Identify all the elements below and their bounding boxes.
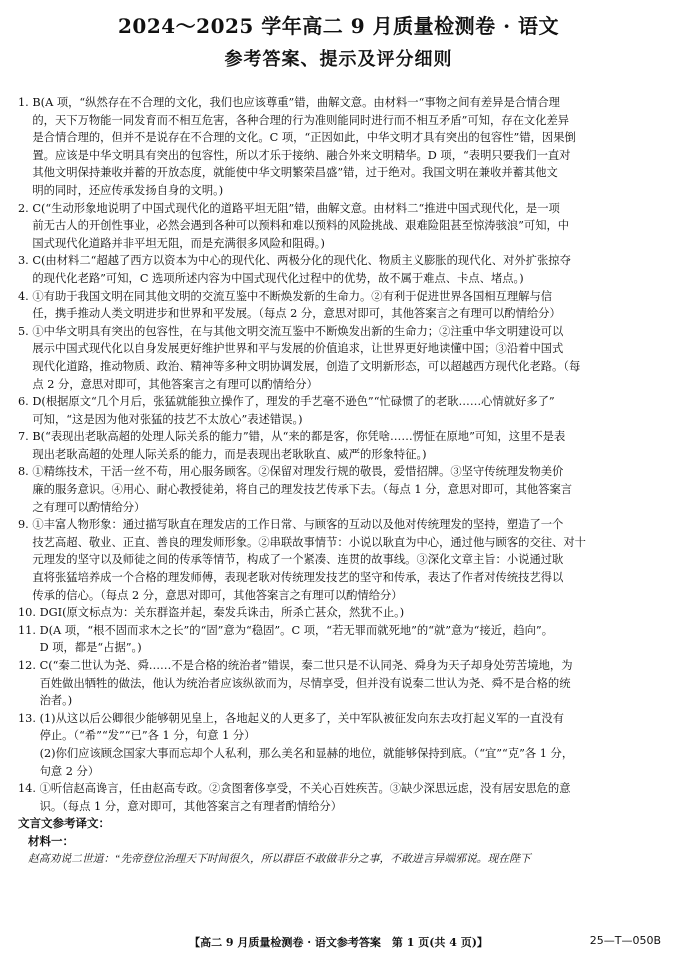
answer-line: 百姓做出牺牲的做法，他认为统治者应该纵欲而为，尽情享受，但并没有说秦二世认为尧、舜不是合格的统 bbox=[39, 676, 571, 690]
answer-text bbox=[40, 780, 661, 815]
answer-line: ①中华文明具有突出的包容性，在与其他文明交流互鉴中不断焕发出新的生命力；②注重中华文明建设可以 bbox=[32, 324, 564, 338]
answer-line: (1)从这以后公卿很少能够朝见皇上，各地起义的人更多了，关中军队被征发向东去攻打起义军的一直没有 bbox=[39, 711, 564, 725]
answer-line: ①有助于我国文明在同其他文明的交流互鉴中不断焕发新的生命力。②有利于促进世界各国相互理解与信 bbox=[32, 289, 553, 303]
answer-line: ①丰富人物形象：通过描写耿直在理发店的工作日常、与顾客的互动以及他对传统理发的坚持，塑造了一个 bbox=[32, 518, 564, 532]
answer-item bbox=[18, 657, 661, 710]
answer-text bbox=[32, 463, 661, 516]
answer-line: ①精练技术，干活一丝不苟，用心服务顾客。②保留对理发行规的敬畏，爱惜招牌。③坚守传统理发物美价 bbox=[32, 465, 564, 479]
answer-line: 其他文明保持兼收并蓄的开放态度，就能使中华文明繁荣昌盛”错，过于绝对。我国文明在兼收并蓄其他文 bbox=[32, 166, 558, 180]
answer-line: 置。应该是中华文明具有突出的包容性，所以才乐于接纳、融合外来文明精华。D 项，“表明只要我们一直对 bbox=[32, 148, 571, 162]
answer-text bbox=[32, 428, 661, 463]
answer-line: 现代化道路，推动物质、政治、精神等多种文明协调发展，创造了文明新形态，可以超越西方现代化老路。（每 bbox=[32, 359, 581, 373]
answer-line: 的现代化老路”可知，C 选项所述内容为中国式现代化过程中的优势，故不属于难点、卡点、堵点。) bbox=[32, 271, 524, 285]
answer-number: 14. bbox=[18, 782, 40, 796]
answer-item bbox=[18, 516, 661, 604]
answer-line: D(A 项，“根不固而求木之长”的“固”意为“稳固”。C 项，“若无罪而就死地”的“就”意为“接近，趋向”。 bbox=[39, 623, 554, 637]
answer-line: 点 2 分，意思对即可，其他答案言之有理可以酌情给分） bbox=[32, 377, 318, 391]
answer-line: 任，携手推动人类文明进步和世界和平发展。（每点 2 分，意思对即可，其他答案言之有理可以酌情给分） bbox=[32, 307, 561, 321]
answer-item bbox=[18, 463, 661, 516]
answer-line: D(根据原文“几个月后，张猛就能独立操作了，理发的手艺毫不逊色”“忙碌惯了的老耿……心情就好多了” bbox=[32, 395, 555, 409]
answer-text bbox=[32, 323, 661, 393]
answer-line: 停止。（“希”“发”“已”各 1 分，句意 1 分） bbox=[39, 729, 256, 743]
answer-line: 技艺高超、敬业、正直、善良的理发师形象。②串联故事情节：小说以耿直为中心，通过他与顾客的交往、对十 bbox=[32, 535, 586, 549]
answer-line: 识。（每点 1 分，意对即可，其他答案言之有理者酌情给分） bbox=[39, 799, 343, 813]
answer-text bbox=[32, 252, 661, 287]
answer-line: 的，天下万物能一同发育而不相互危害，各种合理的行为准则能同时进行而不相互矛盾”可知，存在文化差异 bbox=[32, 113, 570, 127]
footer-page-info: 【高二 9 月质量检测卷 · 语文参考答案 第 1 页(共 4 页)】 bbox=[189, 936, 488, 949]
answer-item bbox=[18, 604, 661, 622]
answer-item bbox=[18, 622, 661, 657]
answer-number: 13. bbox=[18, 711, 40, 725]
answer-number: 11. bbox=[18, 623, 40, 637]
answer-line: D 项，都是“占据”。) bbox=[39, 641, 142, 655]
answer-list bbox=[18, 94, 661, 868]
answer-line: 是合情合理的，但并不是说存在不合理的文化。C 项，“正因如此，中华文明才具有突出的包容性”错，因果倒 bbox=[32, 131, 576, 145]
answer-item bbox=[18, 393, 661, 428]
answer-text bbox=[40, 710, 661, 780]
answer-line: 展示中国式现代化以自身发展更好维护世界和平与发展的价值追求，让世界更好地读懂中国；③沿着中国式 bbox=[32, 342, 564, 356]
answer-line: B(A 项，“纵然存在不合理的文化，我们也应该尊重”错，曲解文意。由材料一“事物之间有差异是合情合理 bbox=[32, 96, 560, 109]
answer-line: 明的同时，还应传承发扬自身的文明。) bbox=[32, 183, 224, 197]
answer-line: C(“秦二世认为尧、舜……不是合格的统治者”错误，秦二世只是不认同尧、舜身为天子却身处劳苦境地，为 bbox=[39, 659, 573, 672]
answer-number: 2. bbox=[18, 201, 33, 215]
answer-line: 治者。) bbox=[39, 694, 73, 708]
answer-text bbox=[32, 94, 661, 200]
answer-item bbox=[18, 288, 661, 323]
answer-line: 现出老耿高超的处理人际关系的能力，而是表现出老耿耿直、威严的形象特征。) bbox=[32, 447, 427, 461]
answer-number: 8. bbox=[18, 465, 33, 479]
answer-line: 之有理可以酌情给分） bbox=[32, 500, 146, 514]
answer-text bbox=[40, 657, 661, 710]
answer-line: C(由材料二“超越了西方以资本为中心的现代化、两极分化的现代化、物质主义膨胀的现代化、对外扩张掠夺 bbox=[32, 254, 571, 268]
answer-item bbox=[18, 200, 661, 253]
answer-item bbox=[18, 252, 661, 287]
translation-heading: 文言文参考译文： bbox=[18, 816, 110, 831]
answer-number: 10. bbox=[18, 606, 40, 620]
answer-number: 9. bbox=[18, 518, 33, 532]
answer-item bbox=[18, 780, 661, 815]
answer-line: (2)你们应该顾念国家大事而忘却个人私利，那么美名和显赫的地位，就能够保持到底。（“宜”“克”各 1 分， bbox=[39, 746, 574, 760]
answer-number: 4. bbox=[18, 289, 33, 303]
answer-line: 可知，“这是因为他对张猛的技艺不太放心”表述错误。) bbox=[32, 412, 303, 426]
answer-text bbox=[32, 288, 661, 323]
answer-text bbox=[32, 516, 661, 604]
answer-item bbox=[18, 323, 661, 393]
answer-items bbox=[18, 94, 661, 815]
answer-text bbox=[32, 393, 661, 428]
answer-line: 廉的服务意识。④用心、耐心教授徒弟，将自己的理发技艺传承下去。（每点 1 分，意思对即可，其他答案言 bbox=[32, 483, 573, 497]
page-subtitle: 参考答案、提示及评分细则 bbox=[224, 49, 453, 70]
answer-line: 句意 2 分） bbox=[39, 764, 100, 778]
answer-item bbox=[18, 710, 661, 780]
footer-code: 25—T—050B bbox=[589, 934, 661, 947]
answer-text bbox=[32, 200, 661, 253]
translation-text: 赵高劝说二世道：“先帝登位治理天下时间很久，所以群臣不敢做非分之事，不敢进言异端邪说。现在陛下 bbox=[28, 852, 531, 865]
answer-number: 6. bbox=[18, 395, 33, 409]
answer-line: C(“生动形象地说明了中国式现代化的道路平坦无阻”错，曲解文意。由材料二“推进中国式现代化，是一项 bbox=[32, 201, 560, 215]
answer-text bbox=[40, 604, 661, 622]
answer-line: 国式现代化道路并非平坦无阻，而是充满很多风险和阻碍。) bbox=[32, 236, 325, 250]
answer-number: 1. bbox=[18, 96, 33, 109]
answer-line: 直将张猛培养成一个合格的理发师傅，表现老耿对传统理发技艺的坚守和传承，表达了作者对传统技艺得以 bbox=[32, 571, 564, 585]
answer-text bbox=[40, 622, 661, 657]
page-title: 2024～2025 学年高二 9 月质量检测卷 · 语文 bbox=[117, 14, 560, 38]
answer-line: 传承的信心。（每点 2 分，意思对即可，其他答案言之有理可以酌情给分） bbox=[32, 588, 403, 602]
answer-number: 12. bbox=[18, 659, 40, 672]
answer-number: 3. bbox=[18, 254, 33, 268]
answer-item bbox=[18, 94, 661, 200]
answer-number: 7. bbox=[18, 430, 33, 444]
answer-number: 5. bbox=[18, 324, 33, 338]
answer-line: B(“表现出老耿高超的处理人际关系的能力”错，从“来的都是客，你凭啥……愣怔在原地”可知，这里不是表 bbox=[32, 430, 566, 444]
answer-line: 前无古人的开创性事业，必然会遇到各种可以预料和难以预料的风险挑战、艰难险阻甚至惊涛骇浪”可知，中 bbox=[32, 219, 570, 233]
answer-item bbox=[18, 428, 661, 463]
translation-subheading: 材料一： bbox=[28, 833, 74, 848]
answer-line: ①听信赵高谗言，任由赵高专政。②贪图奢侈享受，不关心百姓疾苦。③缺少深思远虑，没有居安思危的意 bbox=[39, 782, 571, 796]
answer-line: DGI(原文标点为：关东群盗并起，秦发兵诛击，所杀亡甚众，然犹不止。) bbox=[39, 606, 405, 620]
answer-line: 元理发的坚守以及师徒之间的传承等情节，构成了一个紧凑、连贯的故事线。③深化文章主旨：小说通过耿 bbox=[32, 553, 564, 567]
